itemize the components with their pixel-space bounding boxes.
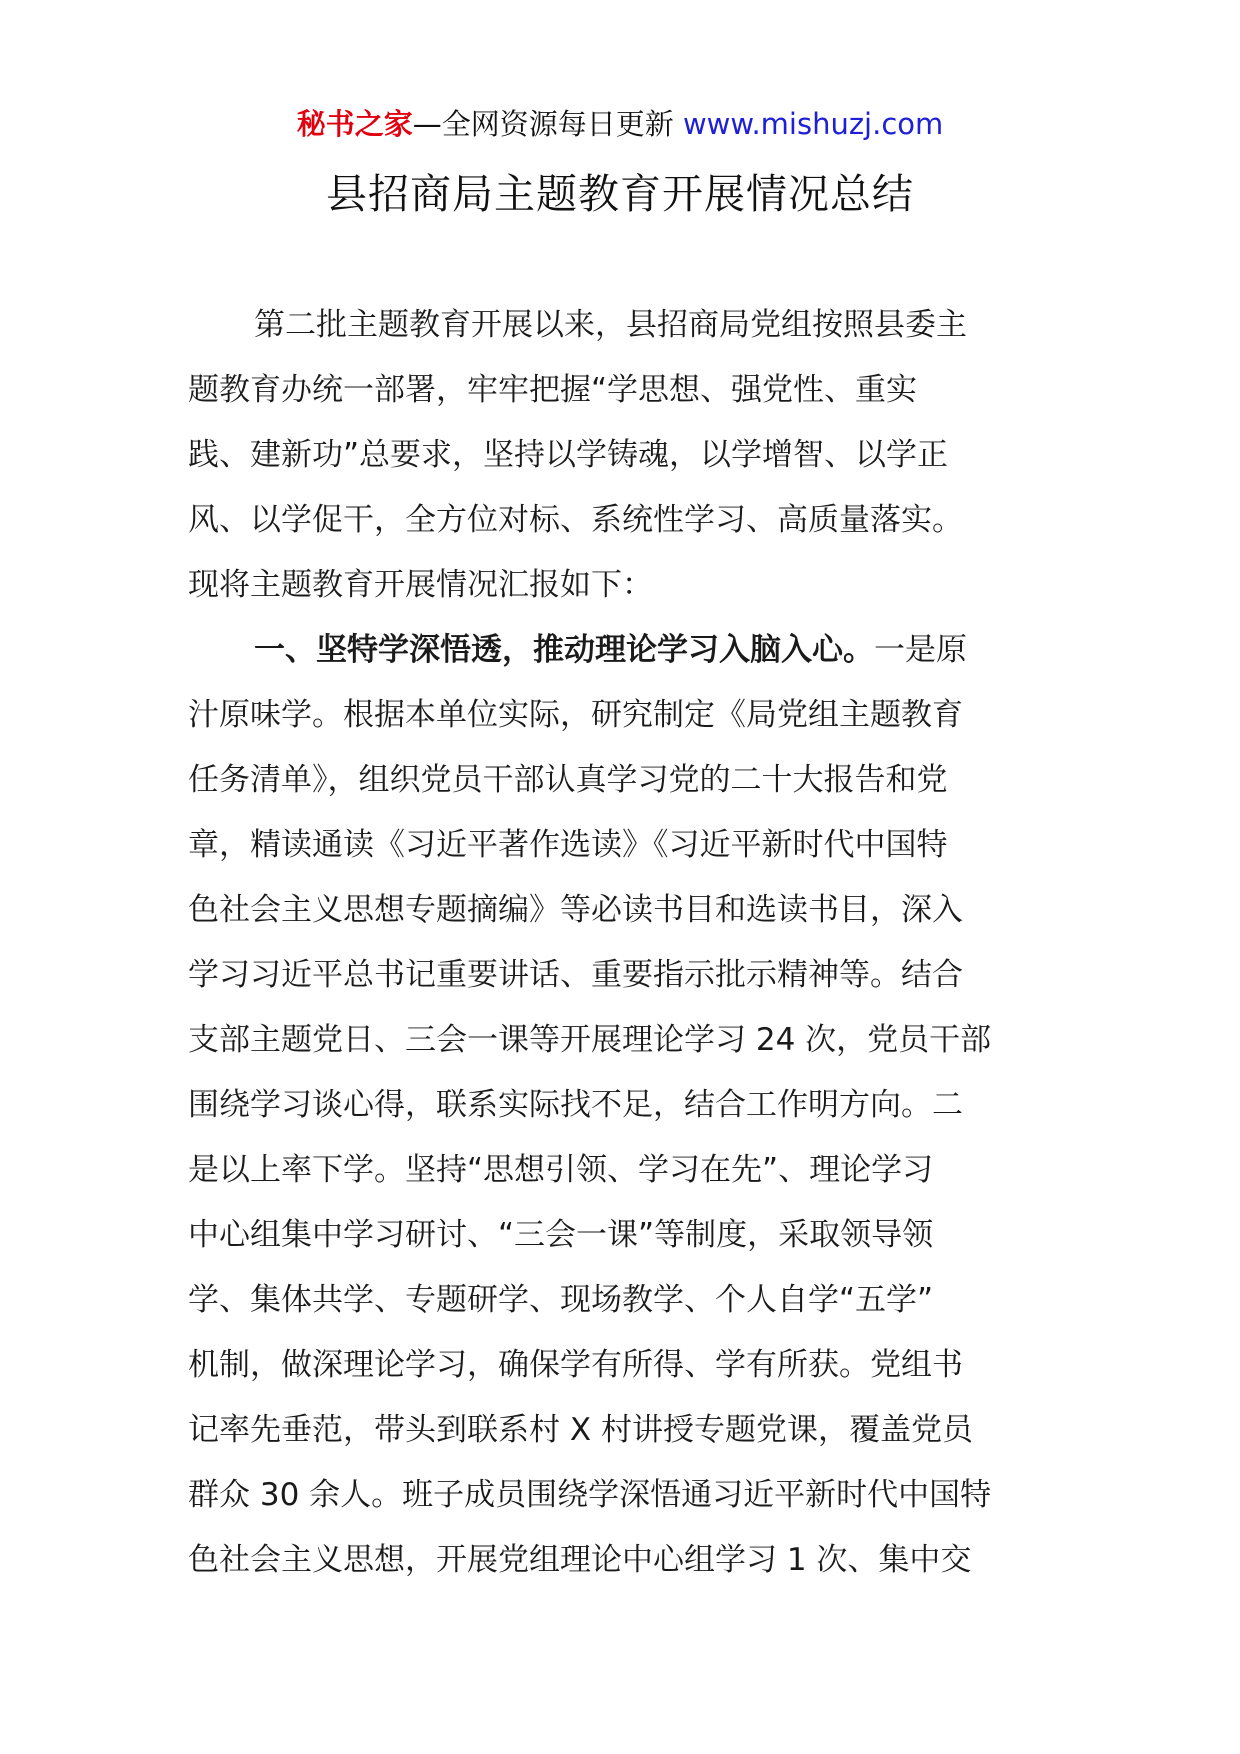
- document-title: 县招商局主题教育开展情况总结: [326, 170, 914, 218]
- paragraph-line: 学、集体共学、专题研学、现场教学、个人自学“五学”: [188, 1282, 934, 1318]
- paragraph-line: 任务清单》，组织党员干部认真学习党的二十大报告和党: [188, 762, 948, 798]
- paragraph-line: 记率先垂范，带头到联系村 X 村讲授专题党课，覆盖党员: [188, 1412, 973, 1448]
- paragraph-line: 支部主题党日、三会一课等开展理论学习 24 次，党员干部: [188, 1022, 992, 1058]
- paragraph-line: 色社会主义思想专题摘编》等必读书目和选读书目，深入: [188, 892, 963, 928]
- paragraph-line: 题教育办统一部署，牢牢把握“学思想、强党性、重实: [188, 372, 918, 408]
- section-heading-line: [188, 618, 1051, 683]
- paragraph-line: 学习习近平总书记重要讲话、重要指示批示精神等。结合: [188, 957, 963, 993]
- paragraph-line: 色社会主义思想，开展党组理论中心组学习 1 次、集中交: [188, 1542, 972, 1578]
- paragraph-line: 践、建新功”总要求，坚持以学铸魂，以学增智、以学正: [188, 437, 949, 473]
- paragraph-line: 章，精读通读《习近平著作选读》《习近平新时代中国特: [188, 827, 948, 863]
- paragraph-line: 现将主题教育开展情况汇报如下：: [188, 567, 653, 603]
- section-heading: 一、坚特学深悟透，推动理论学习入脑入心。: [254, 632, 874, 668]
- site-url-link[interactable]: www.mishuzj.com: [682, 107, 944, 141]
- header-tagline: —全网资源每日更新: [412, 107, 674, 141]
- site-header: [0, 104, 1240, 144]
- section-lead: 一是原: [874, 632, 967, 668]
- paragraph-line: 风、以学促干，全方位对标、系统性学习、高质量落实。: [188, 502, 963, 538]
- document-body: [188, 293, 1051, 1593]
- paragraph-line: 中心组集中学习研讨、“三会一课”等制度，采取领导领: [188, 1217, 934, 1253]
- paragraph-line: 群众 30 余人。班子成员围绕学深悟通习近平新时代中国特: [188, 1477, 992, 1513]
- paragraph-line: 是以上率下学。坚持“思想引领、学习在先”、理论学习: [188, 1152, 934, 1188]
- brand-name: 秘书之家: [296, 107, 413, 141]
- paragraph-line: 机制，做深理论学习，确保学有所得、学有所获。党组书: [188, 1347, 963, 1383]
- paragraph-line: 汁原味学。根据本单位实际，研究制定《局党组主题教育: [188, 697, 963, 733]
- paragraph-line: 第二批主题教育开展以来，县招商局党组按照县委主: [254, 307, 967, 343]
- paragraph-line: 围绕学习谈心得，联系实际找不足，结合工作明方向。二: [188, 1087, 963, 1123]
